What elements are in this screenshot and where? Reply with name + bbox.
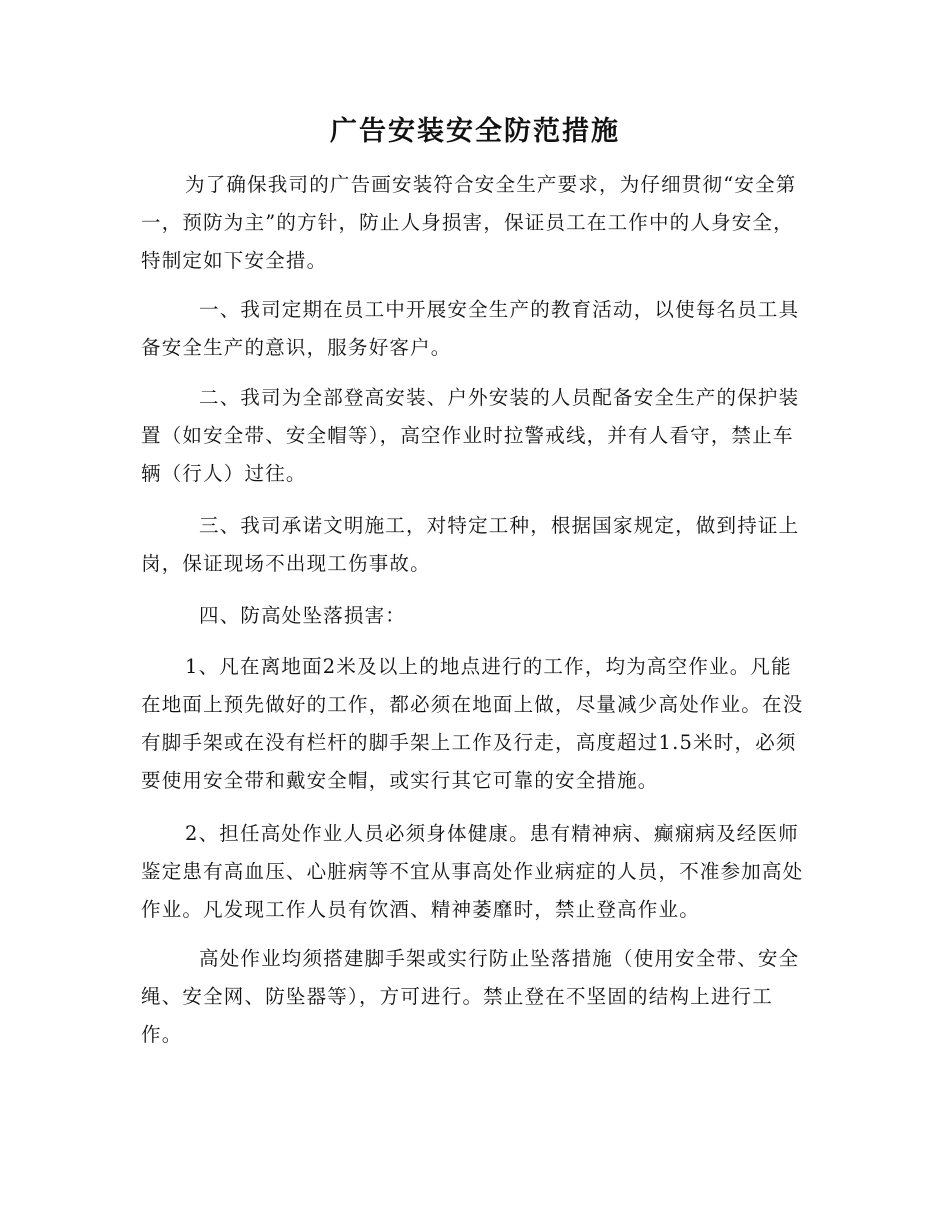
fall-protection-paragraph: 高处作业均须搭建脚手架或实行防止坠落措施（使用安全带、安全绳、安全网、防坠器等），方可进行。禁止登在不坚固的结构上进行工作。 [141, 947, 800, 1046]
item-two-paragraph: 2、担任高处作业人员必须身体健康。患有精神病、癫痫病及经医师鉴定患有高血压、心脏病等不宜从事高处作业病症的人员，不准参加高处作业。凡发现工作人员有饮酒、精神萎靡时，禁止登高作业。 [141, 822, 804, 921]
intro-paragraph: 为了确保我司的广告画安装符合安全生产要求，为仔细贯彻“安全第一，预防为主”的方针，防止人身损害，保证员工在工作中的人身安全，特制定如下安全措。 [141, 173, 797, 272]
section-one-paragraph: 一、我司定期在员工中开展安全生产的教育活动，以使每名员工具备安全生产的意识，服务好客户。 [141, 298, 800, 359]
item-one-paragraph: 1、凡在离地面2米及以上的地点进行的工作，均为高空作业。凡能在地面上预先做好的工作，都必须在地面上做，尽量减少高处作业。在没有脚手架或在没有栏杆的脚手架上工作及行走，高度超过1.5米时，必须要使用安全带和戴安全帽，或实行其它可靠的安全措施。 [141, 655, 804, 792]
document-title: 广告安装安全防范措施 [330, 116, 620, 147]
section-four-heading: 四、防高处坠落损害： [199, 604, 407, 627]
section-two-paragraph: 二、我司为全部登高安装、户外安装的人员配备安全生产的保护装置（如安全带、安全帽等），高空作业时拉警戒线，并有人看守，禁止车辆（行人）过往。 [141, 386, 800, 485]
section-three-paragraph: 三、我司承诺文明施工，对特定工种，根据国家规定，做到持证上岗，保证现场不出现工伤事故。 [141, 514, 800, 575]
